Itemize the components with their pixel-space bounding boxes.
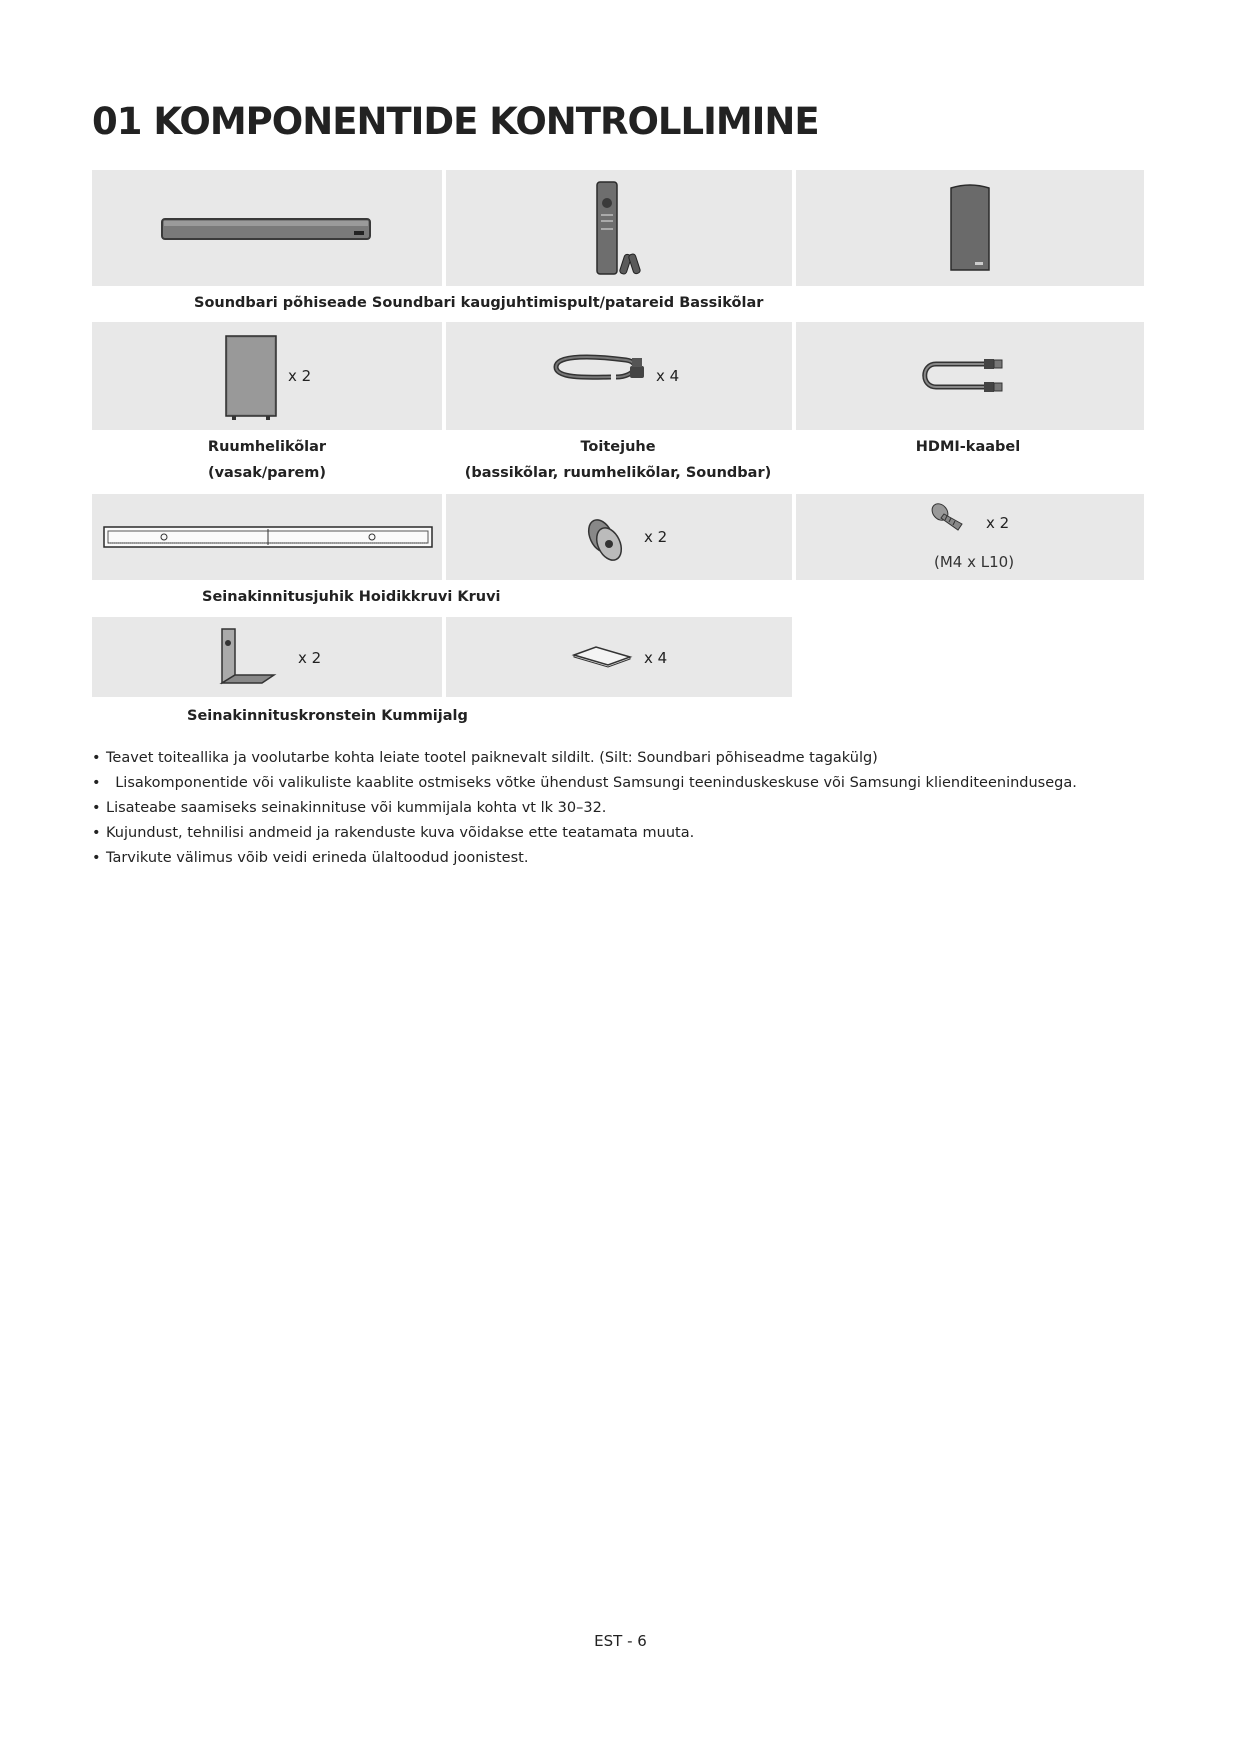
component-cell-wall-bracket <box>92 617 442 697</box>
component-cell-subwoofer <box>796 170 1144 286</box>
quantity-label: x 2 <box>986 514 1010 532</box>
quantity-label: x 4 <box>644 649 668 667</box>
quantity-label: x 2 <box>288 367 312 385</box>
page-title: 01 KOMPONENTIDE KONTROLLIMINE <box>92 100 819 143</box>
holder-screw-icon <box>446 494 792 580</box>
quantity-label: x 2 <box>644 528 668 546</box>
wall-mount-guide-icon <box>92 494 442 580</box>
hdmi-cable-icon <box>796 322 1144 430</box>
item-caption: Toitejuhe <box>580 439 656 455</box>
remote-control-icon <box>446 170 792 286</box>
note-item: • Kujundust, tehnilisi andmeid ja rakenduste kuva võidakse ette teatamata muuta. <box>92 821 1077 846</box>
surround-speaker-icon <box>92 322 442 430</box>
note-item: • Teavet toiteallika ja voolutarbe kohta leiate tootel paiknevalt sildilt. (Silt: Soundbari põhiseadme tagakülg) <box>92 746 1077 771</box>
row-caption: Seinakinnituskronstein Kummijalg <box>187 708 468 724</box>
component-cell-power-cord <box>446 322 792 430</box>
component-cell-hdmi-cable <box>796 322 1144 430</box>
component-cell-wall-mount-guide <box>92 494 442 580</box>
power-cord-icon <box>446 322 792 430</box>
quantity-label: x 4 <box>656 367 680 385</box>
component-cell-soundbar <box>92 170 442 286</box>
component-cell-surround-speaker <box>92 322 442 430</box>
notes-list <box>92 746 1077 871</box>
item-caption: (vasak/parem) <box>207 465 327 481</box>
item-caption: HDMI-kaabel <box>915 439 1021 455</box>
component-cell-holder-screw <box>446 494 792 580</box>
row-caption: Seinakinnitusjuhik Hoidikkruvi Kruvi <box>202 589 501 605</box>
item-caption: Ruumhelikõlar <box>207 439 327 455</box>
row-caption: Soundbari põhiseade Soundbari kaugjuhtimispult/patareid Bassikõlar <box>194 295 764 311</box>
soundbar-icon <box>92 170 442 286</box>
rubber-foot-icon <box>446 617 792 697</box>
quantity-label: x 2 <box>298 649 322 667</box>
component-cell-remote <box>446 170 792 286</box>
subwoofer-icon <box>796 170 1144 286</box>
note-item: • Lisateabe saamiseks seinakinnituse või kummijala kohta vt lk 30–32. <box>92 796 1077 821</box>
component-cell-rubber-foot <box>446 617 792 697</box>
note-item: • Lisakomponentide või valikuliste kaablite ostmiseks võtke ühendust Samsungi teeninduskeskuse või Samsungi klienditeenindusega. <box>92 771 1077 796</box>
screw-spec: (M4 x L10) <box>934 553 1015 571</box>
page-footer: EST - 6 <box>594 1632 647 1650</box>
wall-bracket-icon <box>92 617 442 697</box>
note-item: • Tarvikute välimus võib veidi erineda ülaltoodud joonistest. <box>92 846 1077 871</box>
component-cell-screw <box>796 494 1144 580</box>
item-caption: (bassikõlar, ruumhelikõlar, Soundbar) <box>464 465 772 481</box>
